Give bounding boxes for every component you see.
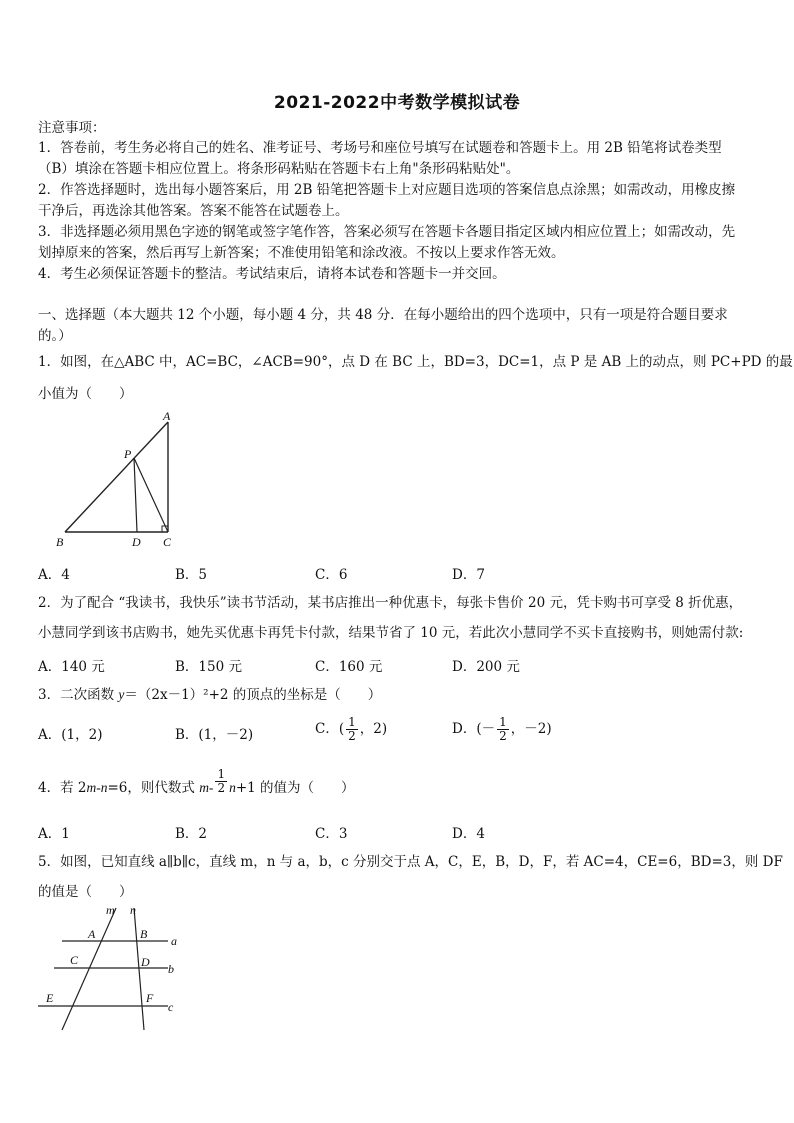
question-1-stem-cont: 小值为（ ） — [38, 386, 133, 402]
label-a: A — [163, 409, 171, 423]
question-1-figure — [50, 408, 190, 550]
question-3-choices — [38, 716, 760, 750]
label-m: m — [106, 903, 115, 917]
choice-a[interactable]: A．(1，2) — [38, 727, 103, 743]
fraction-half: $\frac{1}{2}$ — [499, 715, 507, 743]
q4-stem-m: m- — [199, 780, 214, 795]
question-4-stem — [38, 768, 760, 802]
label-e-point: E — [46, 991, 54, 1005]
question-1-stem: 1．如图，在△ABC 中，AC=BC，∠ACB=90°，点 D 在 BC 上，BD=3，DC=1，点 P 是 AB 上的动点，则 PC+PD 的最 — [38, 354, 793, 370]
choice-d[interactable] — [452, 716, 552, 743]
label-b-point: B — [140, 927, 148, 941]
choice-d-pre: D．(－ — [452, 721, 496, 737]
choice-d[interactable]: D．7 — [452, 567, 485, 583]
q3-stem-var: y — [118, 687, 125, 702]
question-3-stem — [38, 686, 760, 704]
label-b: B — [56, 535, 64, 549]
fraction-half: $\frac{1}{2}$ — [217, 767, 226, 795]
label-line-c: c — [168, 1000, 174, 1014]
question-2-choices — [38, 655, 760, 675]
notice-line: （B）填涂在答题卡相应位置上。将条形码粘贴在答题卡右上角"条形码粘贴处"。 — [38, 161, 520, 177]
page-title: 2021-2022中考数学模拟试卷 — [273, 93, 521, 113]
question-2-stem-cont: 小慧同学到该书店购书，她先买优惠卡再凭卡付款，结果节省了 10 元，若此次小慧同学不买卡直接购书，则她需付款: — [38, 625, 744, 641]
q3-stem-pre: 3．二次函数 — [38, 687, 119, 703]
section-heading-cont: 的。） — [38, 328, 72, 344]
choice-b[interactable]: B．2 — [175, 826, 208, 842]
label-line-a: a — [171, 934, 177, 948]
section-heading: 一、选择题（本大题共 12 个小题，每小题 4 分，共 48 分．在每小题给出的四个选项中，只有一项是符合题目要求 — [38, 307, 728, 323]
question-1-choices — [38, 563, 760, 583]
choice-a[interactable]: A．4 — [38, 567, 70, 583]
choice-b[interactable]: B．150 元 — [175, 659, 242, 675]
fraction-half: $\frac{1}{2}$ — [348, 715, 356, 743]
segment-ab — [65, 422, 168, 532]
choice-c[interactable]: C．6 — [315, 567, 348, 583]
label-line-b: b — [168, 962, 174, 976]
question-4-choices — [38, 822, 760, 842]
label-d: D — [132, 535, 141, 549]
question-5-stem: 5．如图，已知直线 a∥b∥c，直线 m，n 与 a，b，c 分别交于点 A，C，E，B，D，F，若 AC=4，CE=6，BD=3，则 DF — [38, 854, 783, 870]
notice-line: 干净后，再选涂其他答案。答案不能答在试题卷上。 — [38, 203, 349, 219]
q4-stem-mid: =6，则代数式 — [107, 780, 200, 796]
q3-stem-post: ＝（2x－1）²+2 的顶点的坐标是（ ） — [124, 687, 382, 703]
choice-d-post: ，－2) — [510, 721, 552, 737]
notice-line: 划掉原来的答案，然后再写上新答案；不准使用铅笔和涂改液。不按以上要求作答无效。 — [38, 245, 565, 261]
choice-d[interactable]: D．4 — [452, 826, 485, 842]
label-a-point: A — [88, 927, 96, 941]
choice-c-pre: C．( — [315, 721, 345, 737]
label-c-point: C — [70, 953, 79, 967]
choice-c[interactable]: C．160 元 — [315, 659, 383, 675]
choice-b[interactable]: B．5 — [175, 567, 208, 583]
question-5-figure — [34, 902, 194, 1042]
question-2-stem: 2．为了配合 “我读书，我快乐”读书节活动，某书店推出一种优惠卡，每张卡售价 20 元，凭卡购书可享受 8 折优惠， — [38, 595, 743, 611]
choice-c-post: ，2) — [359, 721, 388, 737]
q4-stem-pre: 4．若 2 — [38, 780, 87, 796]
notice-heading: 注意事项： — [38, 120, 106, 136]
choice-d[interactable]: D．200 元 — [452, 659, 520, 675]
segment-pd — [134, 458, 137, 532]
label-c: C — [163, 535, 172, 549]
notice-line: 1．答卷前，考生务必将自己的姓名、准考证号、考场号和座位号填写在试题卷和答题卡上。用 2B 铅笔将试卷类型 — [38, 140, 722, 156]
notice-line: 2．作答选择题时，选出每小题答案后，用 2B 铅笔把答题卡上对应题目选项的答案信息点涂黑；如需改动，用橡皮擦 — [38, 182, 736, 198]
question-5-stem-cont: 的值是（ ） — [38, 884, 133, 900]
choice-a[interactable]: A．1 — [38, 826, 70, 842]
label-n: n — [130, 903, 136, 917]
choice-b[interactable]: B．(1，－2) — [175, 727, 254, 743]
choice-a[interactable]: A．140 元 — [38, 659, 105, 675]
label-p: P — [124, 447, 132, 461]
choice-c[interactable] — [315, 716, 387, 743]
notice-line: 4．考生必须保证答题卡的整洁。考试结束后，请将本试卷和答题卡一并交回。 — [38, 266, 506, 282]
label-d-point: D — [141, 955, 150, 969]
q4-stem-mn: m-n — [86, 780, 108, 795]
label-f-point: F — [146, 991, 154, 1005]
q4-stem-post: +1 的值为（ ） — [235, 780, 355, 796]
notice-line: 3．非选择题必须用黑色字迹的钢笔或签字笔作答，答案必须写在答题卡各题目指定区域内相应位置上；如需改动，先 — [38, 224, 736, 240]
segment-pc — [134, 458, 168, 532]
q4-stem-n: n — [229, 780, 236, 795]
choice-c[interactable]: C．3 — [315, 826, 348, 842]
